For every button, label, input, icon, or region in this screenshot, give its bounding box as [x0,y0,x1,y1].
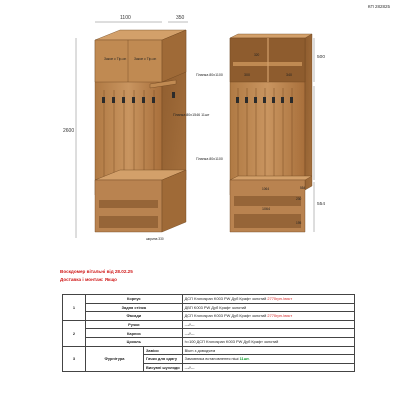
label-shelf-top-text: Планка 80х1100 [196,73,223,77]
label-inner-340: 340 [286,73,292,77]
spec-value-text: ---//--- [184,322,195,328]
spec-row-value [182,363,354,372]
spec-row-value [182,346,354,355]
spec-row-label: Задня стінка [86,303,183,312]
spec-value-price: 2770грн./лист [266,296,293,302]
spec-value-count: 11шт. [239,356,250,362]
spec-row [63,295,355,304]
spec-row-number: 1 [63,295,86,321]
spec-table [62,294,355,372]
spec-row-value [182,320,354,329]
spec-value-text: ---//--- [184,365,195,371]
label-inner-300: 300 [244,73,250,77]
dim-depth: 350 [176,15,185,21]
label-inner-195: 195 [296,221,302,225]
note-date: Воскдомер вітальні від 28.02.25 [60,269,133,274]
dim-top-height: 500 [317,55,326,60]
label-inner-320: 320 [254,53,260,57]
spec-row-label: Корпус [86,295,183,304]
spec-row-label: Карниз [86,329,183,338]
left-view [63,15,210,241]
spec-value-text: ДСП Kronospan K003 PW Дуб Крафт золотий [184,313,267,319]
spec-row-value [182,303,354,312]
label-inner-554: 554 [300,186,306,190]
spec-value-text: h=100 ДСП Kronospan K003 PW Дуб Крафт золотий [184,339,279,345]
spec-row [63,346,355,355]
spec-row-label: Фасади [86,312,183,321]
spec-row-value [182,295,354,304]
spec-row-sublabel: Гачки для одягу [144,355,183,364]
spec-row [63,312,355,321]
spec-value-text: Blum з доводчем [184,347,216,353]
right-view [196,34,325,232]
label-bench-width: 1064 [262,187,270,191]
label-door-left: Закон с Tip-on [104,57,127,61]
dim-width: 1100 [120,15,131,21]
spec-row-sublabel: Висувні шухляди [144,363,183,372]
spec-value-text: ---//--- [184,330,195,336]
label-shelf-bottom [196,157,223,161]
spec-row-sublabel: Завіси [144,346,183,355]
spec-row-label: Ручки [86,320,183,329]
dim-height: 2600 [63,128,75,134]
spec-row-value [182,337,354,346]
label-shelf-side: Планка 80х1546 11шт [173,113,210,117]
spec-row-label: Цоколь [86,337,183,346]
spec-value-text: ДВП K003 PW Дуб Крафт золотий [184,304,247,310]
label-shelf-bottom-text: Планка 80х1100 [196,157,223,161]
spec-row-value [182,312,354,321]
label-shelf-top [196,73,223,77]
spec-row-value [182,355,354,364]
spec-value-text: Замовника встановлення ніші [184,356,240,362]
label-inner-1064: 1064 [262,207,270,211]
spec-row [63,303,355,312]
label-inner-230: 230 [296,197,302,201]
spec-value-price: 2770грн./лист [266,313,293,319]
document-number: КП 282825 [367,4,390,9]
spec-value-text: ДСП Kronospan K003 PW Дуб Крафт золотий [184,296,267,302]
label-depth-floor: ширина 330 [146,237,164,241]
spec-row-number: 3 [63,346,86,372]
label-door-right: Закон с Tip-on [134,57,157,61]
spec-row-label: Фурнітура [86,346,144,372]
spec-row-number: 2 [63,320,86,346]
spec-row-value [182,329,354,338]
dim-bottom-height: 554 [317,202,326,207]
spec-row [63,337,355,346]
note-delivery: Доставка і монтаж: Якщо [60,277,117,282]
spec-row [63,329,355,338]
spec-row [63,320,355,329]
